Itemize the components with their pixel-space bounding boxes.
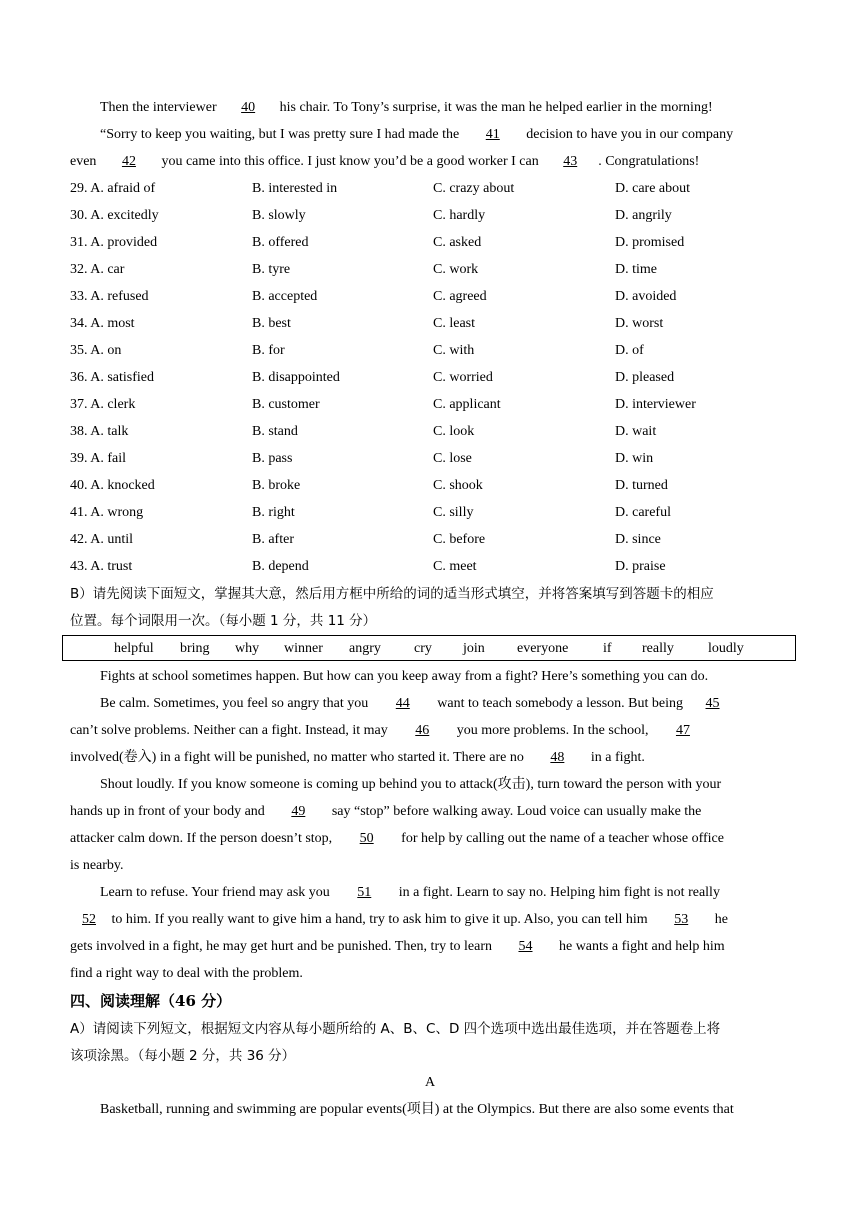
story-line-2: “Sorry to keep you waiting, but I was pretty sure I had made the 41 decision to have you in our company xyxy=(100,125,733,145)
blank-45: 45 xyxy=(705,696,720,711)
question-label xyxy=(70,530,133,550)
question-number: 30. xyxy=(70,208,88,223)
option-d: D. turned xyxy=(615,478,668,493)
question-row xyxy=(70,314,790,334)
option-d: D. since xyxy=(615,532,661,547)
option-a: A. most xyxy=(90,316,135,331)
question-number: 42. xyxy=(70,532,88,547)
passageB-p3-line4: is nearby. xyxy=(70,858,124,873)
option-c: C. work xyxy=(433,262,479,277)
option-c: C. shook xyxy=(433,478,483,493)
question-label xyxy=(70,503,143,523)
question-label xyxy=(70,368,154,388)
option-c: C. lose xyxy=(433,451,472,466)
passageB-p2-line3: involved(卷入) in a fight will be punished, no matter who started it. There are no 48 in a fight. xyxy=(70,748,645,768)
passageB-p2-line2: can’t solve problems. Neither can a fight. Instead, it may 46 you more problems. In the school, 47 xyxy=(70,721,714,741)
partB-instruction-2: 位置。每个词限用一次。（每小题 1 分，共 11 分） xyxy=(70,613,377,629)
word-everyone: everyone xyxy=(517,641,569,656)
question-row xyxy=(70,557,790,577)
question-number: 33. xyxy=(70,289,88,304)
passageB-p4-line1: Learn to refuse. Your friend may ask you 51 in a fight. Learn to say no. Helping him fight is not really xyxy=(100,883,735,903)
option-a: A. wrong xyxy=(90,505,144,520)
option-d: D. worst xyxy=(615,316,664,331)
option-a: A. excitedly xyxy=(90,208,159,223)
question-label xyxy=(70,206,159,226)
blank-54: 54 xyxy=(518,939,533,954)
blank-43: 43 xyxy=(563,154,578,169)
option-d: D. promised xyxy=(615,235,685,250)
question-row xyxy=(70,530,790,550)
section-4-instruction-1: A）请阅读下列短文，根据短文内容从每小题所给的 A、B、C、D 四个选项中选出最佳选项，并在答题卷上将 xyxy=(70,1021,721,1037)
passage-A-line1: Basketball, running and swimming are popular events(项目) at the Olympics. But there are also some events that xyxy=(100,1102,734,1117)
blank-41: 41 xyxy=(485,127,500,142)
question-row xyxy=(70,449,790,469)
option-b: B. depend xyxy=(252,559,309,574)
blank-48: 48 xyxy=(550,750,565,765)
question-row xyxy=(70,368,790,388)
passageB-p4-line4: find a right way to deal with the problem. xyxy=(70,966,303,981)
question-row xyxy=(70,206,790,226)
option-b: B. broke xyxy=(252,478,301,493)
question-number: 36. xyxy=(70,370,88,385)
question-label xyxy=(70,341,121,361)
option-d: D. praise xyxy=(615,559,666,574)
question-number: 35. xyxy=(70,343,88,358)
option-b: B. best xyxy=(252,316,291,331)
option-c: C. hardly xyxy=(433,208,486,223)
question-row xyxy=(70,341,790,361)
partB-instruction-1: B）请先阅读下面短文，掌握其大意，然后用方框中所给的词的适当形式填空，并将答案填写到答题卡的相应 xyxy=(70,586,714,602)
option-b: B. for xyxy=(252,343,285,358)
option-a: A. satisfied xyxy=(90,370,154,385)
option-a: A. trust xyxy=(90,559,133,574)
word-join: join xyxy=(463,641,485,656)
option-d: D. angrily xyxy=(615,208,672,223)
word-if: if xyxy=(603,641,612,656)
question-label xyxy=(70,449,126,469)
word-winner: winner xyxy=(284,641,323,656)
blank-42: 42 xyxy=(121,154,136,169)
option-b: B. accepted xyxy=(252,289,318,304)
option-c: C. before xyxy=(433,532,486,547)
option-a: A. car xyxy=(90,262,125,277)
option-c: C. meet xyxy=(433,559,477,574)
passageB-p2-line1: Be calm. Sometimes, you feel so angry that you 44 want to teach somebody a lesson. But being 45 xyxy=(100,694,739,714)
question-label xyxy=(70,476,155,496)
blank-44: 44 xyxy=(395,696,410,711)
passage-label: A xyxy=(424,1075,436,1090)
option-d: D. pleased xyxy=(615,370,675,385)
option-b: B. customer xyxy=(252,397,320,412)
option-c: C. worried xyxy=(433,370,493,385)
question-row xyxy=(70,503,790,523)
blank-50: 50 xyxy=(359,831,374,846)
passageB-p3-line3: attacker calm down. If the person doesn’t stop, 50 for help by calling out the name of a teacher whose office xyxy=(70,829,724,849)
question-label xyxy=(70,395,135,415)
option-d: D. of xyxy=(615,343,644,358)
question-number: 31. xyxy=(70,235,88,250)
blank-40: 40 xyxy=(241,100,256,115)
option-c: C. least xyxy=(433,316,475,331)
word-why: why xyxy=(235,641,260,656)
option-a: A. clerk xyxy=(90,397,136,412)
option-d: D. time xyxy=(615,262,657,277)
question-row xyxy=(70,260,790,280)
question-row xyxy=(70,476,790,496)
option-a: A. on xyxy=(90,343,122,358)
passageB-p4-line2: 52 to him. If you really want to give him a hand, try to ask him to give it up. Also, you can tell him 53 he xyxy=(70,910,728,930)
question-number: 39. xyxy=(70,451,88,466)
option-c: C. with xyxy=(433,343,475,358)
blank-47: 47 xyxy=(675,723,690,738)
option-c: C. applicant xyxy=(433,397,501,412)
question-row xyxy=(70,287,790,307)
option-a: A. afraid of xyxy=(90,181,156,196)
question-label xyxy=(70,557,132,577)
question-number: 29. xyxy=(70,181,88,196)
option-b: B. tyre xyxy=(252,262,291,277)
question-label xyxy=(70,179,155,199)
question-number: 37. xyxy=(70,397,88,412)
word-box xyxy=(62,635,796,661)
question-number: 40. xyxy=(70,478,88,493)
option-a: A. refused xyxy=(90,289,149,304)
question-label xyxy=(70,233,157,253)
word-loudly: loudly xyxy=(708,641,744,656)
word-cry: cry xyxy=(414,641,432,656)
question-label xyxy=(70,422,128,442)
option-d: D. win xyxy=(615,451,654,466)
question-label xyxy=(70,260,124,280)
option-c: C. asked xyxy=(433,235,482,250)
option-b: B. slowly xyxy=(252,208,306,223)
blank-51: 51 xyxy=(357,885,372,900)
question-row xyxy=(70,422,790,442)
question-number: 34. xyxy=(70,316,88,331)
option-b: B. pass xyxy=(252,451,293,466)
option-b: B. after xyxy=(252,532,294,547)
option-c: C. agreed xyxy=(433,289,487,304)
blank-53: 53 xyxy=(674,912,689,927)
word-angry: angry xyxy=(349,641,381,656)
option-a: A. fail xyxy=(90,451,126,466)
question-row xyxy=(70,233,790,253)
question-number: 38. xyxy=(70,424,88,439)
word-really: really xyxy=(642,641,674,656)
option-b: B. offered xyxy=(252,235,309,250)
story-line-3: even 42 you came into this office. I just know you’d be a good worker I can 43 . Congratulations! xyxy=(70,152,699,172)
option-d: D. careful xyxy=(615,505,671,520)
question-row xyxy=(70,395,790,415)
question-row xyxy=(70,179,790,199)
passageB-p1: Fights at school sometimes happen. But how can you keep away from a fight? Here’s something you can do. xyxy=(100,669,709,684)
option-d: D. avoided xyxy=(615,289,677,304)
option-c: C. silly xyxy=(433,505,474,520)
passageB-p3-line2: hands up in front of your body and 49 say “stop” before walking away. Loud voice can usually make the xyxy=(70,802,701,822)
option-b: B. stand xyxy=(252,424,298,439)
option-c: C. crazy about xyxy=(433,181,515,196)
blank-52: 52 xyxy=(82,912,96,927)
question-label xyxy=(70,287,149,307)
option-d: D. care about xyxy=(615,181,691,196)
section-4-instruction-2: 该项涂黑。（每小题 2 分，共 36 分） xyxy=(70,1048,296,1064)
question-number: 32. xyxy=(70,262,88,277)
option-d: D. wait xyxy=(615,424,657,439)
story-line-1: Then the interviewer 40 his chair. To Tony’s surprise, it was the man he helped earlier in the morning! xyxy=(100,98,713,118)
passageB-p3-line1: Shout loudly. If you know someone is coming up behind you to attack(攻击), turn toward the person with your xyxy=(100,777,722,792)
option-c: C. look xyxy=(433,424,475,439)
passageB-p4-line3: gets involved in a fight, he may get hurt and be punished. Then, try to learn 54 he wants a fight and help him xyxy=(70,937,725,957)
option-b: B. right xyxy=(252,505,295,520)
section-4-title: 四、阅读理解（46 分） xyxy=(70,992,232,1010)
blank-46: 46 xyxy=(415,723,430,738)
word-helpful: helpful xyxy=(114,641,154,656)
option-a: A. until xyxy=(90,532,134,547)
question-number: 43. xyxy=(70,559,88,574)
option-a: A. talk xyxy=(90,424,129,439)
question-number: 41. xyxy=(70,505,88,520)
blank-49: 49 xyxy=(291,804,306,819)
word-bring: bring xyxy=(180,641,210,656)
option-d: D. interviewer xyxy=(615,397,696,412)
option-b: B. interested in xyxy=(252,181,338,196)
option-a: A. knocked xyxy=(90,478,155,493)
option-b: B. disappointed xyxy=(252,370,340,385)
option-a: A. provided xyxy=(90,235,158,250)
question-label xyxy=(70,314,135,334)
